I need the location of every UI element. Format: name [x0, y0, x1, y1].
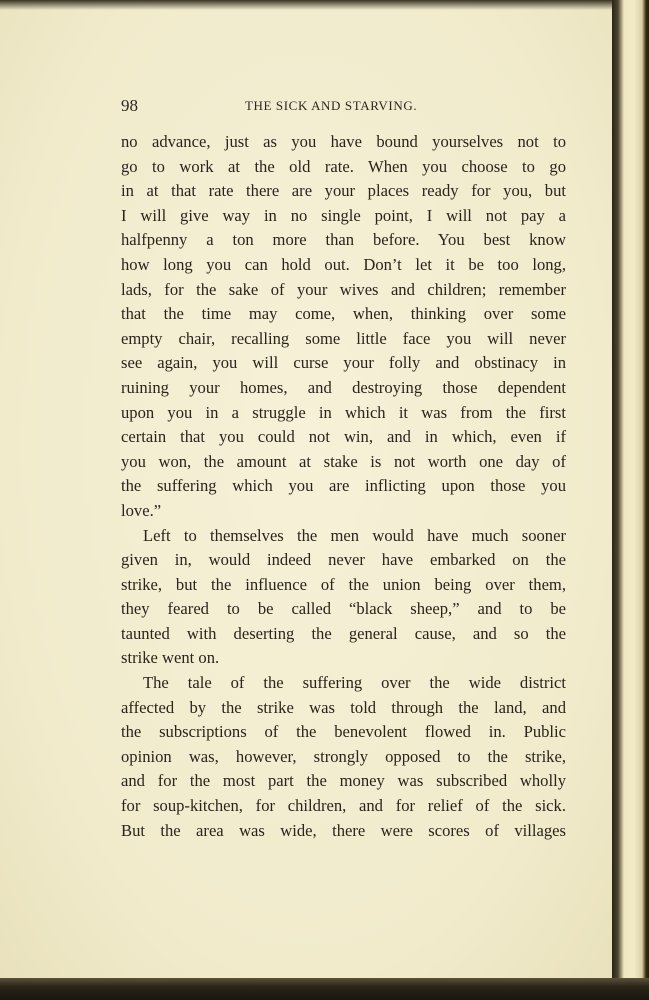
- running-title: THE SICK AND STARVING.: [245, 98, 418, 113]
- text-line: certain that you could not win, and in which, even if: [121, 427, 566, 447]
- page-top-shadow: [0, 0, 620, 10]
- page-number: 98: [121, 96, 138, 115]
- page-bottom-edge: [0, 978, 649, 1000]
- text-line: strike, but the influence of the union being over them,: [121, 574, 566, 594]
- text-line: upon you in a struggle in which it was from the first: [121, 402, 566, 422]
- text-line: love.”: [121, 500, 162, 520]
- text-line: I will give way in no single point, I will not pay a: [121, 205, 566, 225]
- text-line: the suffering which you are inflicting upon those you: [121, 476, 566, 496]
- text-line: and for the most part the money was subscribed wholly: [121, 771, 566, 791]
- text-line: go to work at the old rate. When you choose to go: [121, 156, 566, 176]
- text-line: But the area was wide, there were scores of villages: [121, 820, 566, 840]
- text-line: opinion was, however, strongly opposed to the strike,: [121, 746, 566, 766]
- text-line: see again, you will curse your folly and obstinacy in: [121, 353, 566, 373]
- text-line: taunted with deserting the general cause, and so the: [121, 623, 566, 643]
- text-line: in at that rate there are your places ready for you, but: [121, 181, 566, 201]
- book-spine-edge: [612, 0, 649, 1000]
- text-line: no advance, just as you have bound yourselves not to: [121, 132, 566, 151]
- text-line: how long you can hold out. Don’t let it be too long,: [121, 254, 566, 274]
- text-line: halfpenny a ton more than before. You best know: [121, 230, 566, 250]
- text-line: given in, would indeed never have embarked on the: [121, 550, 566, 570]
- text-line: ruining your homes, and destroying those dependent: [121, 377, 566, 397]
- paragraph-start-line: The tale of the suffering over the wide district: [143, 673, 566, 693]
- text-line: lads, for the sake of your wives and children; remember: [121, 279, 566, 299]
- text-line: for soup-kitchen, for children, and for relief of the sick.: [121, 796, 566, 816]
- text-line: that the time may come, when, thinking over some: [121, 304, 566, 324]
- text-line: affected by the strike was told through the land, and: [121, 697, 566, 717]
- text-line: the subscriptions of the benevolent flowed in. Public: [121, 722, 566, 742]
- text-line: they feared to be called “black sheep,” and to be: [121, 599, 566, 619]
- text-line: empty chair, recalling some little face you will never: [121, 328, 566, 348]
- running-head: [121, 96, 566, 120]
- text-body: [121, 130, 566, 843]
- text-line: you won, the amount at stake is not worth one day of: [121, 451, 566, 471]
- text-line: strike went on.: [121, 648, 220, 668]
- paragraph-start-line: Left to themselves the men would have much sooner: [143, 525, 566, 545]
